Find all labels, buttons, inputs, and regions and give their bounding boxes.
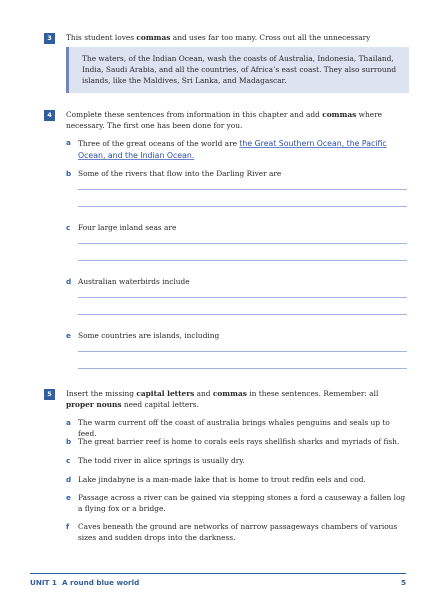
exercise-instruction bbox=[66, 389, 401, 410]
sentence-letter: c bbox=[66, 456, 71, 465]
instruction-text: in these sentences. Remember: all bbox=[246, 389, 379, 398]
instruction-keyword: capital letters bbox=[136, 389, 195, 398]
sentence-text: The great barrier reef is home to corals eels rays shellfish sharks and myriads of fish. bbox=[78, 437, 400, 446]
instruction-keyword: commas bbox=[322, 110, 357, 119]
instruction-keyword: proper nouns bbox=[66, 399, 122, 409]
instruction-text: and bbox=[194, 389, 213, 398]
question-letter: a bbox=[66, 138, 71, 147]
page-number: 5 bbox=[400, 578, 406, 587]
writing-line[interactable] bbox=[78, 368, 407, 369]
sample-answer: the Great Southern Ocean, the Pacific Ocean, and the Indian Ocean. bbox=[78, 139, 387, 160]
sentence-letter: d bbox=[66, 475, 72, 484]
sentence-text: Passage across a river can be gained via stepping stones a ford a causeway a fallen log a flying fox or a bridge. bbox=[78, 493, 406, 513]
footer-divider bbox=[30, 573, 406, 574]
sentence-text: The warm current off the coast of australia brings whales penguins and seals up to feed. bbox=[78, 418, 390, 438]
sentence-letter: a bbox=[66, 418, 71, 427]
question-text: Australian waterbirds include bbox=[78, 277, 190, 286]
writing-line[interactable] bbox=[78, 351, 407, 352]
writing-line[interactable] bbox=[78, 189, 407, 190]
instruction-text: and uses far too many. Cross out all the unnecessary bbox=[172, 33, 371, 42]
question-text: Four large inland seas are bbox=[78, 223, 177, 232]
instruction-text: need capital letters. bbox=[121, 399, 199, 409]
writing-line[interactable] bbox=[78, 297, 407, 298]
instruction-text: This student loves bbox=[66, 33, 137, 42]
exercise-number: 5 bbox=[44, 389, 55, 400]
unit-title: A round blue world bbox=[61, 578, 140, 587]
exercise-number: 3 bbox=[44, 33, 55, 44]
writing-line[interactable] bbox=[78, 260, 407, 261]
question-letter: e bbox=[66, 331, 71, 340]
sentence-letter: b bbox=[66, 437, 72, 446]
question-text bbox=[78, 138, 406, 161]
question-letter: c bbox=[66, 223, 71, 232]
footer-unit bbox=[30, 578, 139, 589]
writing-line[interactable] bbox=[78, 314, 407, 315]
instruction-keyword: commas bbox=[212, 389, 247, 398]
sentence-letter: f bbox=[66, 522, 70, 531]
question-text: Some of the rivers that flow into the Darling River are bbox=[78, 169, 282, 178]
exercise-instruction bbox=[66, 110, 401, 131]
sentence-text: The todd river in alice springs is usually dry. bbox=[78, 456, 245, 465]
question-prompt: Three of the great oceans of the world are bbox=[78, 139, 240, 148]
instruction-keyword: commas bbox=[136, 33, 171, 42]
question-letter: b bbox=[66, 169, 72, 178]
writing-line[interactable] bbox=[78, 206, 407, 207]
instruction-text: Complete these sentences from information in this chapter and add bbox=[66, 110, 323, 119]
unit-label: UNIT 1 bbox=[30, 578, 57, 587]
sentence-text: Caves beneath the ground are networks of narrow passageways chambers of various sizes and sudden drops into the darkness. bbox=[78, 522, 398, 542]
question-text: Some countries are islands, including bbox=[78, 331, 220, 340]
sentence-text: Lake jindabyne is a man-made lake that is home to trout redfin eels and cod. bbox=[78, 475, 366, 484]
instruction-text: where necessary. The first one has been done for you. bbox=[66, 110, 382, 130]
comma-passage: The waters, of the Indian Ocean, wash the coasts of Australia, Indonesia, Thailand, India, Saudi Arabia, and all the countries, of Africa’s east coast. They also surround islands, like the Maldives, Sri Lanka, and Madagascar. bbox=[66, 47, 409, 93]
exercise-number: 4 bbox=[44, 110, 55, 121]
instruction-text: Insert the missing bbox=[66, 389, 137, 398]
writing-line[interactable] bbox=[78, 243, 407, 244]
question-letter: d bbox=[66, 277, 72, 286]
sentence-letter: e bbox=[66, 493, 71, 502]
